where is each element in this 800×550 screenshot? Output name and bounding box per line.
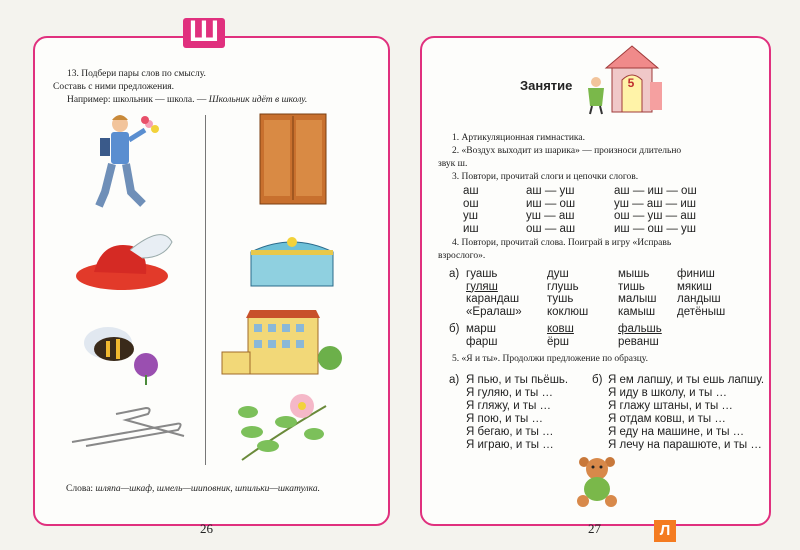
word: малыш xyxy=(618,293,657,305)
teddy-bear-image xyxy=(573,455,621,507)
task-13-line2: Составь с ними предложения. xyxy=(53,82,175,92)
syllables-col-3 xyxy=(614,185,697,235)
syllable-chain: уш — аш — иш xyxy=(614,197,697,210)
words-footer xyxy=(66,483,320,496)
word: карандаш xyxy=(466,293,520,305)
words-b-col-1 xyxy=(466,323,497,348)
syllable-chain: аш — иш — ош xyxy=(614,185,697,197)
syllable: уш xyxy=(463,210,478,222)
word-underlined: гуляш xyxy=(466,280,498,293)
task-3: 3. Повтори, прочитай слоги и цепочки слогов. xyxy=(452,172,639,182)
sentence: Я отдам ковш, и ты … xyxy=(608,413,726,425)
word-underlined: ковш xyxy=(547,323,574,335)
rosehip-branch-image xyxy=(228,386,338,468)
sentences-a-label: а) xyxy=(449,374,460,386)
word: фарш xyxy=(466,335,498,348)
sentence: Я глажу штаны, и ты … xyxy=(608,400,733,412)
word: реванш xyxy=(618,335,659,348)
word: мякиш xyxy=(677,280,712,293)
sentence: Я гуляю, и ты … xyxy=(466,387,553,399)
words-b-col-2 xyxy=(547,323,574,348)
task-13-line1: 13. Подбери пары слов по смыслу. xyxy=(67,69,206,79)
syllables-col-1 xyxy=(463,185,479,235)
hairpins-image xyxy=(66,402,191,452)
word: тишь xyxy=(618,280,645,293)
wardrobe-image xyxy=(256,110,331,208)
example-text: школьник — школа. — xyxy=(112,95,207,105)
syllable-chain: ош — уш — аш xyxy=(614,210,696,222)
word: коклюш xyxy=(547,305,589,318)
words-a-col-2 xyxy=(547,268,588,318)
syllable-pair: аш — уш xyxy=(526,185,575,197)
column-divider xyxy=(205,115,206,465)
task-2-line2: звук ш. xyxy=(438,159,468,169)
word: глушь xyxy=(547,280,579,293)
sentence: Я еду на машине, и ты … xyxy=(608,426,745,438)
syllable-pair: ош — аш xyxy=(526,222,576,235)
syllable: ош xyxy=(463,197,479,210)
syllable-pair: уш — аш xyxy=(526,210,575,222)
word: детёныш xyxy=(677,305,726,318)
task-4-line1: 4. Повтори, прочитай слова. Поиграй в игру «Исправь xyxy=(452,238,672,248)
lesson-number: 5 xyxy=(627,76,635,90)
sentences-b-label: б) xyxy=(592,374,603,386)
sentences-a xyxy=(466,374,568,452)
task-2-line1: 2. «Воздух выходит из шарика» — произноси длительно xyxy=(452,146,682,156)
words-a-col-1 xyxy=(466,268,522,318)
jewelry-box-image xyxy=(245,230,340,290)
schoolboy-image xyxy=(85,110,170,215)
sentence: Я пою, и ты … xyxy=(466,413,543,425)
task-4-line2: взрослого». xyxy=(438,251,486,261)
word: финиш xyxy=(677,268,715,280)
school-building-image xyxy=(218,308,348,378)
sentence: Я гляжу, и ты … xyxy=(466,400,552,412)
words-pairs: шляпа—шкаф, шмель—шиповник, шпильки—шкатулка. xyxy=(95,484,321,494)
word: «Ералаш» xyxy=(466,305,522,318)
task-13-example xyxy=(67,94,307,107)
syllable: аш xyxy=(463,185,479,197)
sentence: Я играю, и ты … xyxy=(466,439,554,451)
sentence: Я иду в школу, и ты … xyxy=(608,387,727,399)
page-number-left: 26 xyxy=(200,521,213,536)
word: ландыш xyxy=(677,293,721,305)
sentences-b xyxy=(608,374,764,452)
sentence: Я пью, и ты пьёшь. xyxy=(466,374,569,386)
task-5: 5. «Я и ты». Продолжи предложение по образцу. xyxy=(452,354,648,364)
word: мышь xyxy=(618,268,650,280)
syllable: иш xyxy=(463,222,479,235)
task-1: 1. Артикуляционная гимнастика. xyxy=(452,133,585,143)
word: камыш xyxy=(618,305,656,318)
words-a-col-3 xyxy=(618,268,657,318)
word: ёрш xyxy=(547,335,570,348)
sentence: Я бегаю, и ты … xyxy=(466,426,554,438)
example-sentence: Школьник идёт в школу. xyxy=(208,95,308,105)
group-b-label: б) xyxy=(449,323,460,335)
hat-image xyxy=(72,228,182,298)
example-label: Например: xyxy=(67,95,111,105)
lesson-title: Занятие xyxy=(520,78,573,93)
bumblebee-image xyxy=(72,315,167,385)
syllables-col-2 xyxy=(526,185,575,235)
letter-sha: Ш xyxy=(188,15,220,48)
words-b-col-3 xyxy=(618,323,662,348)
syllable-chain: иш — ош — уш xyxy=(614,222,697,235)
sentence: Я лечу на парашюте, и ты … xyxy=(608,439,762,451)
word-underlined: фальшь xyxy=(618,323,662,335)
word: тушь xyxy=(547,293,574,305)
word: душ xyxy=(547,268,569,280)
words-label: Слова: xyxy=(66,484,94,494)
page-number-right: 27 xyxy=(588,521,601,536)
words-a-col-4 xyxy=(677,268,725,318)
group-a-label: а) xyxy=(449,268,460,280)
syllable-pair: иш — ош xyxy=(526,197,576,210)
sentence: Я ем лапшу, и ты ешь лапшу. xyxy=(608,374,765,386)
word: марш xyxy=(466,323,496,335)
word: гуашь xyxy=(466,268,498,280)
litres-logo-letter: Л xyxy=(659,522,671,539)
